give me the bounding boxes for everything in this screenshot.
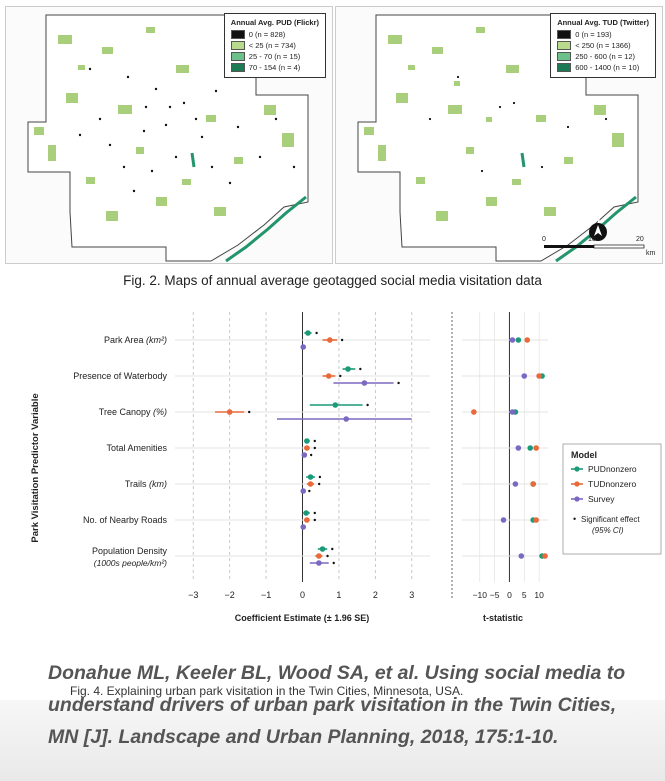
legend-swatch — [231, 41, 245, 50]
significance-marker — [341, 339, 343, 341]
legend-dot — [574, 481, 579, 486]
significance-marker — [326, 555, 328, 557]
map-legend-right — [550, 13, 656, 78]
x-axis-title: Coefficient Estimate (± 1.96 SE) — [234, 613, 370, 623]
category-label: Trails (km) — [124, 479, 167, 489]
category-unit: (1000s people/km²) — [93, 558, 167, 568]
point-estimate-TUDnonzero — [304, 517, 310, 523]
point-estimate-TUDnonzero — [304, 445, 310, 451]
category-label: Presence of Waterbody — [73, 371, 167, 381]
legend-label: < 25 (n = 734) — [248, 41, 296, 50]
point-estimate-PUDnonzero — [332, 402, 338, 408]
significance-marker — [315, 332, 317, 334]
legend-title: Model — [571, 450, 597, 460]
fig2-caption: Fig. 2. Maps of annual average geotagged social media visitation data — [123, 273, 542, 288]
category-label: Park Area (km²) — [103, 335, 167, 345]
x-tick-label: 0 — [299, 590, 306, 600]
point-estimate-PUDnonzero — [305, 330, 311, 336]
t-tick-label: 10 — [534, 590, 544, 600]
category-label: Population Density — [91, 546, 167, 556]
legend-swatch — [557, 63, 571, 72]
significance-marker — [333, 562, 335, 564]
t-stat-point-TUDnonzero — [524, 337, 530, 343]
t-stat-point-Survey — [513, 481, 519, 487]
scale-label-10: 10 — [588, 236, 596, 243]
category-label: Tree Canopy (%) — [98, 407, 167, 417]
t-stat-point-TUDnonzero — [530, 481, 536, 487]
point-estimate-Survey — [343, 416, 349, 422]
legend-swatch — [231, 63, 245, 72]
legend-series-label: Survey — [588, 494, 615, 504]
category-label: Total Amenities — [106, 443, 167, 453]
point-estimate-PUDnonzero — [320, 546, 326, 552]
x-tick-label: 1 — [336, 590, 342, 600]
legend-item — [557, 51, 649, 62]
x-tick-label: −2 — [224, 590, 235, 600]
t-tick-label: −5 — [489, 590, 500, 600]
legend-item — [231, 62, 319, 73]
map-legend-left — [224, 13, 326, 78]
point-estimate-Survey — [302, 452, 308, 458]
legend-swatch — [231, 30, 245, 39]
t-stat-point-TUDnonzero — [533, 445, 539, 451]
t-tick-label: −10 — [472, 590, 488, 600]
legend-series-label: PUDnonzero — [588, 464, 637, 474]
legend-sig-ci: (95% CI) — [592, 526, 624, 535]
t-stat-point-TUDnonzero — [471, 409, 477, 415]
map-pud-flickr — [5, 6, 333, 264]
grid-left — [175, 312, 430, 582]
legend-series-label: TUDnonzero — [588, 479, 637, 489]
legend-title: Annual Avg. TUD (Twitter) — [557, 18, 649, 27]
legend-sig-symbol: • — [573, 514, 577, 524]
legend-title: Annual Avg. PUD (Flickr) — [230, 18, 319, 27]
map-tud-twitter — [335, 6, 663, 264]
significance-marker — [339, 375, 341, 377]
t-stat-point-TUDnonzero — [536, 373, 542, 379]
point-estimate-PUDnonzero — [303, 510, 309, 516]
significance-marker — [319, 476, 321, 478]
significance-marker — [314, 440, 316, 442]
significance-marker — [248, 411, 250, 413]
north-label: N — [595, 217, 601, 224]
t-stat-point-Survey — [510, 409, 516, 415]
citation-text: Donahue ML, Keeler BL, Wood SA, et al. Using social media to understand drivers of urban park visitation in the Twin Cities, MN [J]. Landscape and Urban Planning, 2018, 175:1-10. — [48, 662, 626, 748]
legend-item — [557, 29, 649, 40]
forest-plot — [0, 300, 665, 630]
significance-marker — [314, 512, 316, 514]
x-tick-label: 2 — [372, 590, 378, 600]
significance-marker — [314, 447, 316, 449]
legend-swatch — [557, 52, 571, 61]
legend-item — [557, 40, 649, 51]
point-estimate-Survey — [362, 380, 368, 386]
scale-label-20: 20 — [636, 236, 644, 243]
t-stat-point-PUDnonzero — [527, 445, 533, 451]
t-tick-label: 0 — [507, 590, 512, 600]
t-stat-point-TUDnonzero — [533, 517, 539, 523]
x-tick-label: 3 — [409, 590, 415, 600]
point-estimate-TUDnonzero — [327, 337, 333, 343]
legend-label: 0 (n = 193) — [575, 30, 612, 39]
point-estimate-Survey — [300, 524, 306, 530]
point-estimate-TUDnonzero — [227, 409, 233, 415]
significance-marker — [331, 548, 333, 550]
legend-dot — [574, 466, 579, 471]
significance-marker — [397, 382, 399, 384]
legend-label: 600 - 1400 (n = 10) — [575, 63, 640, 72]
legend-label: < 250 (n = 1366) — [575, 41, 631, 50]
scale-bar — [544, 245, 644, 248]
legend-item — [231, 29, 319, 40]
t-stat-point-Survey — [519, 553, 525, 559]
legend-label: 70 - 154 (n = 4) — [248, 63, 301, 72]
scale-label-0: 0 — [542, 236, 546, 243]
t-stat-point-Survey — [501, 517, 507, 523]
legend-item — [231, 40, 319, 51]
t-stat-point-Survey — [510, 337, 516, 343]
x-tick-label: −1 — [260, 590, 272, 600]
significance-marker — [318, 483, 320, 485]
t-stat-point-PUDnonzero — [516, 337, 522, 343]
t-stat-point-TUDnonzero — [542, 553, 548, 559]
point-estimate-Survey — [316, 560, 322, 566]
legend-dot — [574, 496, 579, 501]
legend-sig-note: Significant effect — [581, 515, 640, 524]
point-estimate-PUDnonzero — [308, 474, 314, 480]
significance-marker — [308, 490, 310, 492]
t-axis-title: t-statistic — [482, 613, 524, 623]
category-label: No. of Nearby Roads — [82, 515, 167, 525]
t-stat-point-Survey — [521, 373, 527, 379]
category-labels — [73, 335, 167, 568]
point-estimate-PUDnonzero — [304, 438, 310, 444]
tick-labels — [188, 590, 544, 600]
point-estimate-PUDnonzero — [345, 366, 351, 372]
point-estimate-TUDnonzero — [308, 481, 314, 487]
scale-unit: km — [646, 250, 656, 257]
t-stat-point-Survey — [516, 445, 522, 451]
legend-item — [557, 62, 649, 73]
significance-marker — [359, 368, 361, 370]
legend-label: 0 (n = 828) — [248, 30, 286, 39]
significance-marker — [366, 404, 368, 406]
point-estimate-TUDnonzero — [316, 553, 322, 559]
legend-swatch — [557, 41, 571, 50]
point-estimate-TUDnonzero — [326, 373, 332, 379]
point-estimate-Survey — [300, 488, 306, 494]
legend-label: 250 - 600 (n = 12) — [575, 52, 636, 61]
t-tick-label: 5 — [521, 590, 527, 600]
significance-marker — [310, 454, 312, 456]
significance-marker — [314, 519, 316, 521]
y-axis-title: Park Visitation Predictor Variable — [30, 393, 41, 543]
model-legend — [563, 444, 661, 554]
fig4-caption: Fig. 4. Explaining urban park visitation in the Twin Cities, Minnesota, USA. — [70, 684, 464, 698]
legend-item — [231, 51, 319, 62]
legend-swatch — [557, 30, 571, 39]
legend-swatch — [231, 52, 245, 61]
point-estimate-Survey — [300, 344, 306, 350]
legend-label: 25 - 70 (n = 15) — [248, 52, 301, 61]
x-tick-label: −3 — [188, 590, 199, 600]
